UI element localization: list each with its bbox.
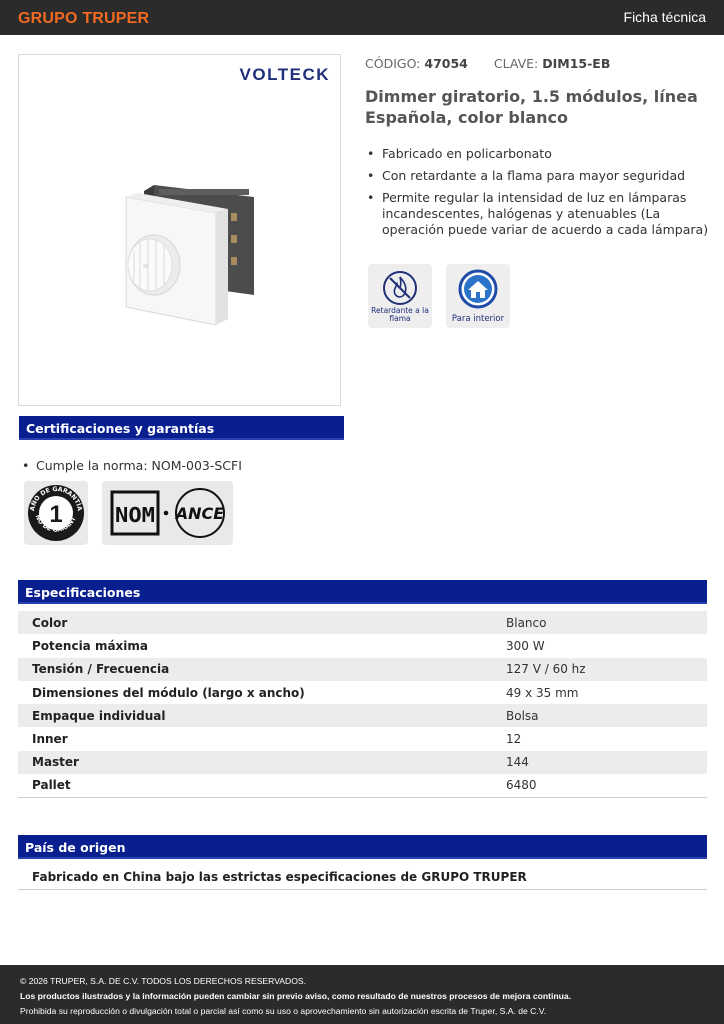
feature-item: • Fabricado en policarbonato [365, 146, 710, 162]
certifications-header: Certificaciones y garantías [19, 416, 344, 440]
copyright-text: © 2026 TRUPER, S.A. DE C.V. TODOS LOS DERECHOS RESERVADOS. [20, 976, 307, 986]
badge-label: Retardante a la flama [371, 306, 429, 323]
spec-value: 6480 [492, 774, 707, 797]
document-type: Ficha técnica [623, 9, 706, 25]
warranty-seal-icon [24, 481, 88, 545]
origin-header: País de origen [18, 835, 707, 859]
nom-ance-badge [102, 481, 233, 545]
brand-logo: GRUPO TRUPER [18, 10, 150, 27]
footer [0, 965, 724, 1024]
badge-label: Para interior [451, 314, 505, 324]
badge-flame-retardant [368, 264, 432, 328]
table-row [18, 611, 707, 634]
svg-text:☼: ☼ [142, 262, 150, 271]
feature-item: • Con retardante a la flama para mayor seguridad [365, 168, 710, 184]
clave-label: CLAVE: [493, 56, 539, 71]
spec-value: 12 [506, 732, 522, 747]
product-codes [365, 56, 610, 71]
spec-key: Potencia máxima [32, 638, 149, 653]
spec-key: Pallet [18, 774, 492, 797]
spec-value: 300 W [506, 638, 545, 653]
spec-key: Empaque individual [32, 708, 166, 723]
prohibition-text: Prohibida su reproducción o divulgación total o parcial así como su uso o aprovechamiento sin autorización escrita de Truper, S.A. de C.V. [20, 1006, 547, 1016]
table-row [18, 681, 707, 704]
table-row [18, 774, 707, 797]
spec-key: Inner [32, 732, 68, 747]
table-row [18, 704, 707, 727]
spec-value: Bolsa [506, 708, 539, 723]
spec-key: Color [32, 615, 68, 630]
product-title: Dimmer giratorio, 1.5 módulos, línea Española, color blanco [365, 87, 698, 127]
spec-value: 127 V / 60 hz [506, 662, 586, 677]
certification-item: • Cumple la norma: NOM-003-SCFI [22, 458, 242, 473]
table-row [18, 751, 707, 774]
spec-key: Tensión / Frecuencia [32, 662, 170, 677]
table-row [18, 634, 707, 657]
house-icon [458, 269, 498, 309]
product-image-panel [18, 54, 341, 406]
product-image [104, 173, 269, 333]
feature-list [365, 146, 710, 244]
codigo-value: 47054 [424, 56, 468, 71]
flame-retardant-icon [381, 269, 419, 307]
spec-value: 49 x 35 mm [506, 685, 579, 700]
certification-list [22, 458, 242, 473]
warranty-years: 1 [49, 501, 63, 528]
volteck-logo: VOLTECK [239, 65, 330, 84]
feature-item: • Permite regular la intensidad de luz en lámparas incandescentes, halógenas y atenuables (La operación puede variar de acuerdo a cada lámpara) [365, 190, 710, 238]
top-bar [0, 0, 724, 35]
nom-ance-logo [102, 481, 233, 545]
disclaimer-text: Los productos ilustrados y la información pueden cambiar sin previo aviso, como resultado de nuestros procesos de mejora continua. [20, 991, 572, 1001]
spec-value: 144 [506, 755, 529, 770]
warranty-badge [24, 481, 88, 545]
badge-indoor [446, 264, 510, 328]
svg-text:AÑO DE GARANTÍA: ÑO DE GARANT [33, 513, 78, 534]
svg-text:AÑO DE GARANTÍA: AÑO DE GARANTÍA [29, 485, 83, 512]
codigo-label: CÓDIGO: [365, 56, 421, 71]
spec-key: Master [32, 755, 79, 770]
table-row [18, 727, 707, 750]
table-row [18, 658, 707, 681]
specifications-table [18, 611, 707, 798]
spec-key: Dimensiones del módulo (largo x ancho) [32, 685, 305, 700]
specifications-header: Especificaciones [18, 580, 707, 604]
nom-text: NOM [115, 503, 155, 527]
origin-text: Fabricado en China bajo las estrictas especificaciones de GRUPO TRUPER [18, 866, 707, 890]
ance-text: ANCE [175, 504, 225, 523]
clave-value: DIM15-EB [542, 56, 611, 71]
spec-value: Blanco [506, 615, 547, 630]
